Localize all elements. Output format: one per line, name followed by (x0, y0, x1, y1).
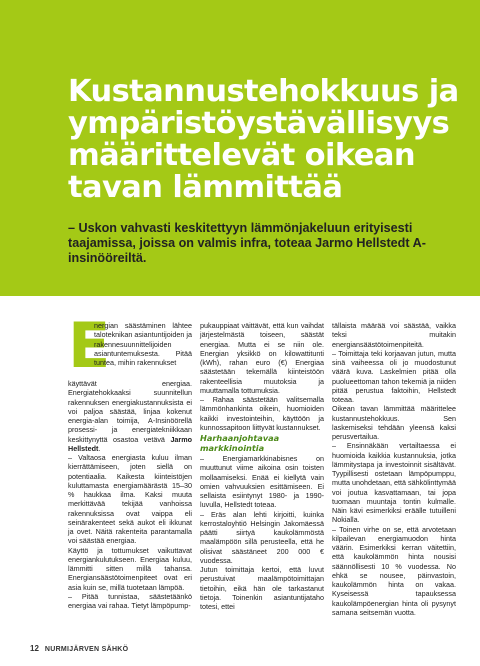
publication-name: NURMIJÄRVEN SÄHKÖ (44, 646, 129, 653)
body-text: käyttävät energiaa. Energiatehokkaaksi suunnitellun rakennuksen energiakustannuksista ei voi paljoa säästää, linjaa kokenut energia-alan toimija, A-Insinöörellä prosessi- ja energiatekniikkaan keskittynyttä osastoa vetävä (68, 379, 192, 444)
body-paragraph (68, 379, 192, 610)
intro-block (68, 309, 192, 382)
section-subheading: Harhaanjohtavaa markkinointia (200, 433, 280, 453)
article-column-1 (68, 309, 193, 610)
article-column-2 (200, 321, 324, 611)
person-name: Jarmo Hellstedt (68, 434, 193, 453)
article-column-3 (332, 321, 456, 617)
hero-banner (0, 0, 480, 296)
dropcap: E (68, 309, 111, 382)
body-paragraph: tällaista määrää voi säästää, vaikka teksi muitakin energiansäästötoimenpiteitä. – Toimittaja teki korjaavan jutun, mutta sinä vaiheessa oli jo muodostunut väärä kuva. Laskelmien pitää olla puolueettoman tahon tekemiä ja niiden pitää perustua faktoihin, Hellstedt toteaa. Oikean tavan lämmittää määrittelee kustannustehokkuus. Sen laskemiseksi tehdään yleensä kaksi perusvertailua. – Ensinnäkään vertailtaessa ei huomioida kaikkia kustannuksia, jotka lämmitystapa ja investoinnit sisältävät. Tyypillisesti ostetaan lämpöpumppu, mutta unohdetaan, että sähkölinttymää voi joutua kasvattamaan, tai jopa tuomaan muuntaja tontin kulmalle. Näin kävi esimerkiksi eräälle tutuilleni Nokialla. – Toinen virhe on se, että arvotetaan kilpailevan energiamuodon hinta väärin. Esimerkiksi kerran väitettiin, että kaukolämmön hinta nousisi säännöllisesti 10 % vuodessa. No ehkä se nousee, päinvastoin, kaukolämmön hinta on vakaa. Kyseisessä tapauksessa kaukolämpöenergian hinta oli pysynyt samana seitsemän vuotta. (332, 321, 456, 617)
article-lead: – Uskon vahvasti keskitettyyn lämmönjakeluun erityisesti taajamissa, joissa on valmis infra, toteaa Jarmo Hellstedt A-insinööreiltä. (68, 221, 426, 266)
page-number: 12 (30, 644, 39, 653)
article-body (68, 309, 458, 631)
article-title: Kustannustehokkuus ja ympäristöystävällisyys määrittelevät oikean tavan lämmittää (68, 74, 459, 205)
intro-paragraph: nergian säästäminen lähtee taloteknikan asiantuntijoiden ja rakennesuunnittelijoiden asiantuntemuksesta. Pitää tuntea, mihin rakennukset (94, 321, 192, 367)
body-paragraph: pukauppiaat väittävät, että kun vaihdat järjestelmästä toiseen, säästät energiaa. Mutta ei se niin ole. Energian yksikkö on kilowattitunti (kWh), rahan euro (€) Energiaa säästetään tekemällä kiinteistöön rakenteellisia muutoksia ja muuttamalla tottumuksia. – Rahaa säästetään valitsemalla lämmönhankinta oikein, huomioiden kaikki investointeihin, käyttöön ja kunnossapitoon liittyvät kustannukset. (200, 321, 324, 432)
body-paragraph: – Energiamarkkinabisnes on muuttunut viime aikoina osin toisten mollaamiseksi. Enää ei kiellytä vain omien vahvuuksien esittämiseen. Ei sellaista esiintynyt 1980- ja 1990-luvulla, Hellstedt toteaa. – Eräs alan lehti kirjoitti, kuinka kerrostaloyhtiö Helsingin Jakomäessä päätti siirtyä kaukolämmöstä maalämpöön sillä perusteella, että he olisivat säästäneet 200 000 € vuodessa. Jutun toimittaja kertoi, että luvut perustuivat maalämpötoimittajan tietoihin, eikä hän ole tarkastanut tietoja. Toinenkin asiantuntijataho totesi, ettei (200, 454, 324, 612)
page-footer (30, 644, 128, 653)
body-text-continued: . – Valtaosa energiasta kuluu ilman kierrättämiseen, joten siellä on potentiaalia. Kaikesta kiinteistöjen kuluttamasta energiamäärästä 15–30 % haukkaa ilma. Kaksi muuta merkittävää tekijää vanhoissa rakennuksissa ovat vaippa eli seinärakenteet sekä aukot eli ikkunat ja ovet. Näitä rakenteita parantamalla voi säästää energiaa. Käyttö ja tottumukset vaikuttavat energiankulutukseen. Energiaa kuluu, lämmitti sitten millä tahansa. Energiansäästötoimenpiteet ovat eri asia kuin se, millä tuotetaan lämpöä. – Pitää tunnistaa, säästetäänkö energiaa vai rahaa. Tietyt lämpöpump- (68, 443, 192, 610)
